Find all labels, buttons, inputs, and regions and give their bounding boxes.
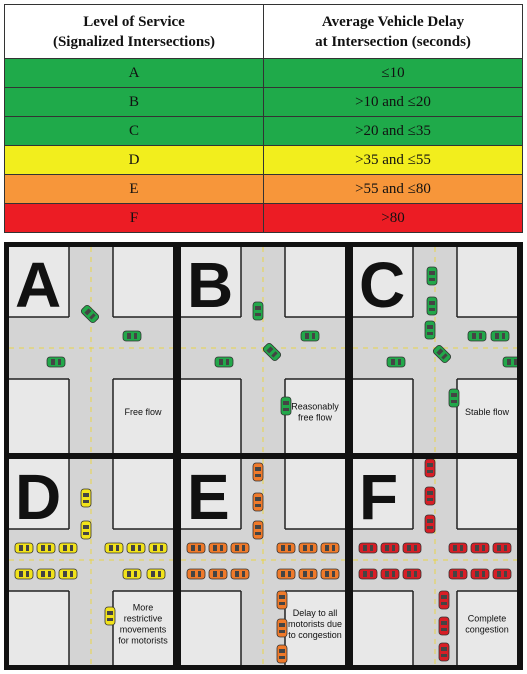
car-icon bbox=[449, 569, 467, 579]
car-icon bbox=[277, 591, 287, 609]
header-col2-line1: Average Vehicle Delay bbox=[321, 13, 465, 30]
table-row bbox=[5, 59, 523, 88]
car-icon bbox=[427, 297, 437, 315]
car-icon bbox=[105, 607, 115, 625]
car-icon bbox=[359, 569, 377, 579]
panel-caption: Delay to all bbox=[292, 608, 338, 618]
delay-cell: ≤10 bbox=[264, 59, 523, 88]
los-cell: D bbox=[5, 146, 264, 175]
panel-letter: F bbox=[359, 461, 399, 533]
car-icon bbox=[15, 543, 33, 553]
city-block bbox=[181, 591, 241, 665]
car-icon bbox=[277, 619, 287, 637]
car-icon bbox=[277, 569, 295, 579]
panel-letter: E bbox=[187, 461, 230, 533]
car-icon bbox=[491, 331, 509, 341]
header-level-of-service bbox=[5, 5, 264, 59]
car-icon bbox=[187, 569, 205, 579]
car-icon bbox=[471, 543, 489, 553]
panel-caption: Free flow bbox=[124, 407, 162, 417]
car-icon bbox=[37, 543, 55, 553]
car-icon bbox=[59, 569, 77, 579]
intersection-panel-f bbox=[353, 459, 517, 665]
car-icon bbox=[277, 645, 287, 663]
car-icon bbox=[299, 543, 317, 553]
intersection-panel-a bbox=[9, 247, 173, 453]
car-icon bbox=[468, 331, 486, 341]
car-icon bbox=[439, 617, 449, 635]
car-icon bbox=[425, 459, 435, 477]
car-icon bbox=[209, 569, 227, 579]
header-col1-line2: (Signalized Intersections) bbox=[52, 33, 216, 50]
panel-caption: Complete bbox=[467, 613, 507, 624]
car-icon bbox=[123, 331, 141, 341]
city-block bbox=[181, 379, 241, 453]
panel-caption: to congestion bbox=[288, 630, 342, 640]
car-icon bbox=[321, 569, 339, 579]
city-block bbox=[285, 247, 345, 317]
car-icon bbox=[149, 543, 167, 553]
car-icon bbox=[37, 569, 55, 579]
car-icon bbox=[321, 543, 339, 553]
car-icon bbox=[231, 543, 249, 553]
city-block bbox=[457, 247, 517, 317]
car-icon bbox=[127, 543, 145, 553]
car-icon bbox=[503, 357, 517, 367]
intersection-panel-b bbox=[181, 247, 345, 453]
los-cell: F bbox=[5, 204, 264, 233]
car-icon bbox=[253, 302, 263, 320]
panel-caption: congestion bbox=[465, 624, 509, 635]
delay-cell: >55 and ≤80 bbox=[264, 175, 523, 204]
car-icon bbox=[215, 357, 233, 367]
car-icon bbox=[105, 543, 123, 553]
car-icon bbox=[209, 543, 227, 553]
delay-cell: >20 and ≤35 bbox=[264, 117, 523, 146]
table-row bbox=[5, 204, 523, 233]
intersection-diagram bbox=[181, 459, 345, 665]
car-icon bbox=[123, 569, 141, 579]
table-row bbox=[5, 146, 523, 175]
los-table bbox=[4, 4, 523, 233]
city-block bbox=[285, 459, 345, 529]
los-cell: E bbox=[5, 175, 264, 204]
intersection-panel-e bbox=[181, 459, 345, 665]
intersection-diagram bbox=[181, 247, 345, 453]
city-block bbox=[113, 459, 173, 529]
car-icon bbox=[449, 389, 459, 407]
intersection-diagram bbox=[353, 459, 517, 665]
header-col2-line2: at Intersection (seconds) bbox=[315, 33, 471, 50]
header-col1-line1: Level of Service bbox=[83, 13, 185, 30]
city-block bbox=[457, 459, 517, 529]
car-icon bbox=[471, 569, 489, 579]
car-icon bbox=[187, 543, 205, 553]
car-icon bbox=[403, 569, 421, 579]
city-block bbox=[353, 591, 413, 665]
car-icon bbox=[439, 643, 449, 661]
car-icon bbox=[277, 543, 295, 553]
car-icon bbox=[427, 267, 437, 285]
car-icon bbox=[299, 569, 317, 579]
car-icon bbox=[81, 489, 91, 507]
panel-caption: motorists due bbox=[287, 619, 343, 629]
intersection-panel-c bbox=[353, 247, 517, 453]
city-block bbox=[9, 379, 69, 453]
table-row bbox=[5, 175, 523, 204]
panel-caption: Reasonably bbox=[291, 401, 339, 412]
car-icon bbox=[231, 569, 249, 579]
intersection-diagram bbox=[9, 247, 173, 453]
car-icon bbox=[47, 357, 65, 367]
table-row bbox=[5, 117, 523, 146]
panel-letter: C bbox=[359, 249, 406, 321]
car-icon bbox=[381, 569, 399, 579]
car-icon bbox=[15, 569, 33, 579]
car-icon bbox=[425, 321, 435, 339]
car-icon bbox=[253, 463, 263, 481]
panel-letter: B bbox=[187, 249, 234, 321]
intersection-panel-d bbox=[9, 459, 173, 665]
car-icon bbox=[493, 543, 511, 553]
city-block bbox=[353, 379, 413, 453]
car-icon bbox=[381, 543, 399, 553]
car-icon bbox=[425, 487, 435, 505]
intersection-diagrams bbox=[4, 242, 523, 670]
car-icon bbox=[359, 543, 377, 553]
car-icon bbox=[439, 591, 449, 609]
delay-cell: >10 and ≤20 bbox=[264, 88, 523, 117]
panel-caption: free flow bbox=[297, 412, 333, 423]
car-icon bbox=[403, 543, 421, 553]
panel-letter: D bbox=[15, 461, 62, 533]
car-icon bbox=[147, 569, 165, 579]
los-cell: B bbox=[5, 88, 264, 117]
city-block bbox=[9, 591, 69, 665]
table-header-row bbox=[5, 5, 523, 59]
panel-caption: for motorists bbox=[118, 635, 168, 646]
table-row bbox=[5, 88, 523, 117]
car-icon bbox=[493, 569, 511, 579]
car-icon bbox=[253, 521, 263, 539]
panel-caption: Stable flow bbox=[464, 407, 510, 417]
delay-cell: >35 and ≤55 bbox=[264, 146, 523, 175]
car-icon bbox=[281, 397, 291, 415]
panel-caption: More bbox=[132, 602, 154, 613]
city-block bbox=[113, 247, 173, 317]
car-icon bbox=[253, 493, 263, 511]
header-average-delay bbox=[264, 5, 523, 59]
car-icon bbox=[387, 357, 405, 367]
intersection-diagram bbox=[353, 247, 517, 453]
los-cell: C bbox=[5, 117, 264, 146]
car-icon bbox=[59, 543, 77, 553]
car-icon bbox=[81, 521, 91, 539]
intersection-diagram bbox=[9, 459, 173, 665]
panel-caption: movements bbox=[119, 624, 167, 635]
los-cell: A bbox=[5, 59, 264, 88]
delay-cell: >80 bbox=[264, 204, 523, 233]
car-icon bbox=[449, 543, 467, 553]
car-icon bbox=[301, 331, 319, 341]
panel-caption: restrictive bbox=[123, 613, 163, 624]
panel-letter: A bbox=[15, 249, 62, 321]
car-icon bbox=[425, 515, 435, 533]
